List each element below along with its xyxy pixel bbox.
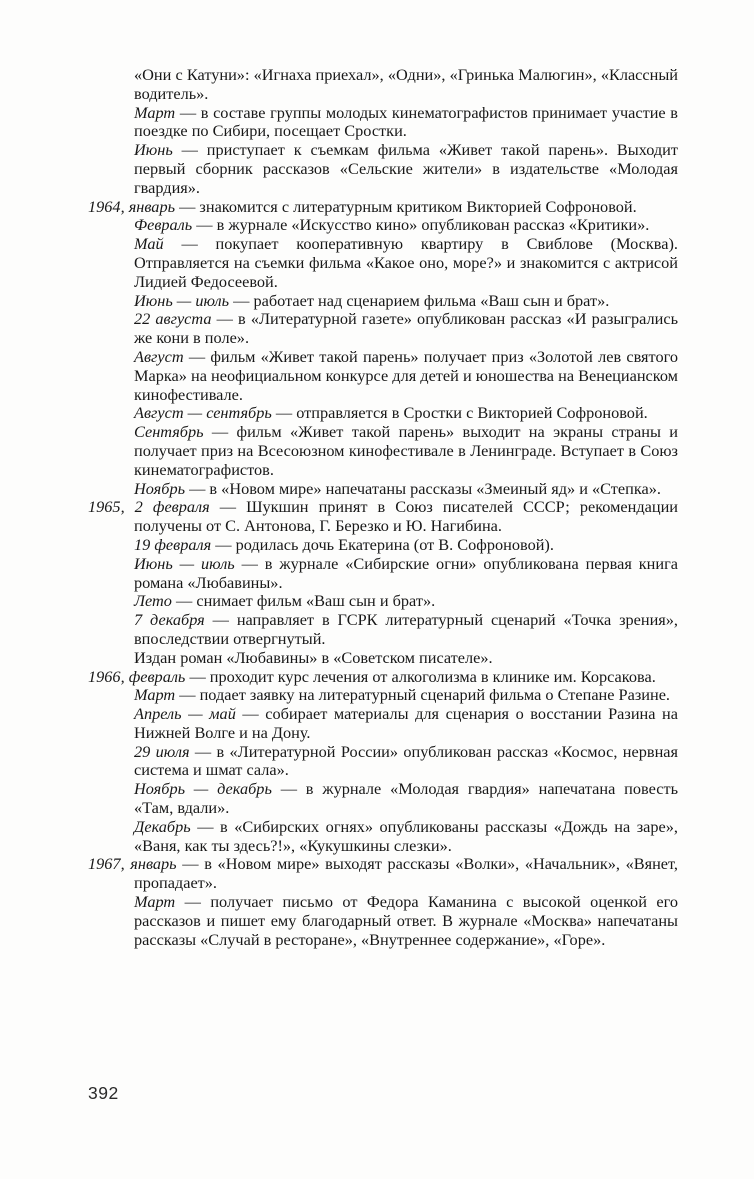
chronology-paragraph <box>134 216 678 235</box>
entry-text: — в «Литературной России» опубликован рассказ «Космос, нервная система и шмат сала». <box>134 741 679 780</box>
chronology-paragraph <box>134 423 678 479</box>
chronology-paragraph <box>134 536 678 555</box>
entry-text: — в «Новом мире» выходят рассказы «Волки», «Начальник», «Вянет, пропадает». <box>134 854 678 893</box>
date-label: Май <box>134 234 164 254</box>
entry-text: — подает заявку на литературный сценарий фильма о Степане Разине. <box>179 685 670 705</box>
entry-text: — фильм «Живет такой парень» получает приз «Золотой лев святого Марка» на неофициальном конкурсе для детей и юношества на Венецианском кинофестивале. <box>134 346 678 404</box>
entry-text: — приступает к съемкам фильма «Живет такой парень». Выходит первый сборник рассказов «Сельские жители» в издательстве «Молодая гвардия». <box>134 140 679 197</box>
entry-text: — в составе группы молодых кинематографистов принимает участие в поездке по Сибири, посещает Сростки. <box>134 102 678 141</box>
date-label: Июнь — июль <box>134 553 235 573</box>
chronology-paragraph <box>88 196 678 217</box>
entry-text: — в журнале «Молодая гвардия» напечатана повесть «Там, вдали». <box>134 779 679 818</box>
date-label: 1964, январь <box>88 196 175 216</box>
entry-text: — отправляется в Сростки с Викторией Софроновой. <box>275 403 648 423</box>
chronology-paragraph <box>134 348 678 404</box>
chronology-paragraph <box>134 649 678 668</box>
entry-text: — в «Литературной газете» опубликован рассказ «И разыгрались же кони в поле». <box>134 309 678 348</box>
entry-text: — в журнале «Сибирские огни» опубликована первая книга романа «Любавины». <box>134 553 678 592</box>
entry-text: — в журнале «Искусство кино» опубликован рассказ «Критики». <box>196 215 650 235</box>
chronology-list <box>88 65 679 949</box>
date-label: Июнь <box>134 140 173 160</box>
chronology-paragraph <box>88 854 678 893</box>
chronology-paragraph <box>134 141 678 197</box>
date-label: Ноябрь — декабрь <box>134 779 272 799</box>
date-label: 1966, февраль <box>88 666 186 686</box>
entry-text: — в «Новом мире» напечатаны рассказы «Змеиный яд» и «Степка». <box>189 478 661 498</box>
chronology-paragraph <box>134 404 678 423</box>
chronology-paragraph <box>134 104 678 142</box>
chronology-paragraph <box>134 292 678 311</box>
entry-text: — получает письмо от Федора Каманина с высокой оценкой его рассказов и пишет ему благодарный ответ. В журнале «Москва» напечатаны рассказы «Случай в ресторане», «Внутреннее содержание», «Горе». <box>134 892 678 949</box>
date-label: Июнь — июль <box>134 290 230 310</box>
date-label: 1965, 2 февраля <box>88 497 210 517</box>
date-label: Март <box>134 685 176 705</box>
date-label: 7 декабря <box>134 610 205 630</box>
date-label: 29 июля <box>134 741 190 761</box>
chronology-paragraph <box>88 666 678 687</box>
entry-text: — собирает материалы для сценария о восстании Разина на Нижней Волге и на Дону. <box>134 704 678 742</box>
date-label: Лето <box>134 591 172 611</box>
chronology-paragraph <box>134 818 678 856</box>
chronology-paragraph <box>134 480 678 499</box>
date-label: Декабрь <box>134 816 191 836</box>
chronology-paragraph <box>134 686 678 705</box>
date-label: 22 августа <box>134 309 212 329</box>
entry-text: — работает над сценарием фильма «Ваш сын и брат». <box>233 290 610 310</box>
chronology-paragraph <box>134 611 678 649</box>
chronology-paragraph <box>134 235 678 291</box>
chronology-paragraph <box>134 310 678 348</box>
entry-text: — Шукшин принят в Союз писателей СССР; рекомендации получены от С. Антонова, Г. Березко и Ю. Нагибина. <box>134 497 679 536</box>
date-label: Ноябрь <box>134 478 185 498</box>
date-label: Август — сентябрь <box>134 403 272 423</box>
page-number: 392 <box>88 1083 119 1103</box>
date-label: Март <box>134 102 176 122</box>
entry-text: «Они с Катуни»: «Игнаха приехал», «Одни», «Гринька Малюгин», «Классный водитель». <box>134 65 678 103</box>
chronology-paragraph <box>134 743 678 781</box>
chronology-paragraph <box>88 497 679 536</box>
entry-text: — родилась дочь Екатерина (от В. Софроновой). <box>215 534 554 554</box>
entry-text: Издан роман «Любавины» в «Советском писателе». <box>134 647 493 667</box>
chronology-paragraph <box>134 705 678 743</box>
date-label: 19 февраля <box>134 534 212 554</box>
date-label: Апрель — май <box>134 704 236 724</box>
entry-text: — фильм «Живет такой парень» выходит на экраны страны и получает приз на Всесоюзном кинофестивале в Ленинграде. Вступает в Союз кинематографистов. <box>134 422 678 479</box>
entry-text: — знакомится с литературным критиком Викторией Софроновой. <box>179 196 637 216</box>
chronology-paragraph <box>134 893 678 949</box>
entry-text: — проходит курс лечения от алкоголизма в клинике им. Корсакова. <box>189 666 656 686</box>
entry-text: — направляет в ГСРК литературный сценарий «Точка зрения», впоследствии отвергнутый. <box>134 610 679 648</box>
entry-text: — покупает кооперативную квартиру в Свиблове (Москва). Отправляется на съемки фильма «Какое оно, море?» и знакомится с актрисой Лидией Федосеевой. <box>134 234 678 291</box>
entry-text: — в «Сибирских огнях» опубликованы рассказы «Дождь на заре», «Ваня, как ты здесь?!», «Кукушкины слезки». <box>134 816 678 855</box>
date-label: 1967, январь <box>88 854 177 874</box>
chronology-paragraph <box>134 66 678 104</box>
date-label: Сентябрь <box>134 422 204 442</box>
date-label: Август <box>134 346 184 366</box>
entry-text: — снимает фильм «Ваш сын и брат». <box>176 591 436 611</box>
chronology-paragraph <box>134 592 678 611</box>
date-label: Март <box>134 892 176 912</box>
chronology-paragraph <box>134 780 678 818</box>
date-label: Февраль <box>134 215 193 235</box>
chronology-paragraph <box>134 555 678 593</box>
